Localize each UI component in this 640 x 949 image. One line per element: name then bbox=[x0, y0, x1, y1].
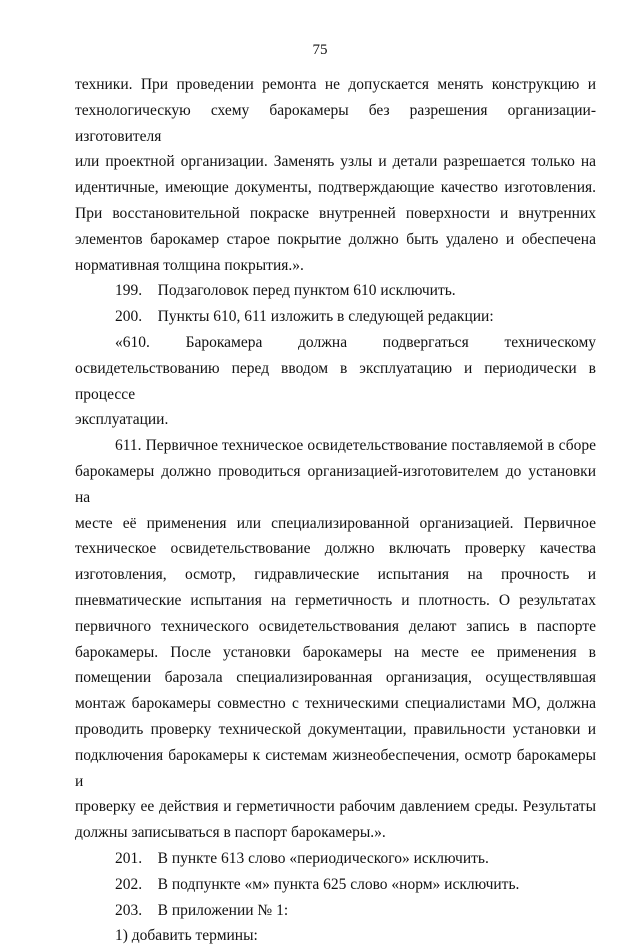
text-line: барокамеры. После установки барокамеры на месте ее применения в bbox=[75, 643, 596, 661]
text-line: элементов барокамер старое покрытие должно быть удалено и обеспечена bbox=[75, 230, 596, 248]
item-199: 199. Подзаголовок перед пунктом 610 исключить. bbox=[115, 282, 456, 300]
item-200: 200. Пункты 610, 611 изложить в следующей редакции: bbox=[115, 308, 494, 326]
text-line: монтаж барокамеры совместно с техническими специалистами МО, должна bbox=[75, 695, 596, 713]
text-line: должны записываться в паспорт барокамеры.». bbox=[75, 824, 386, 842]
item-201: 201. В пункте 613 слово «периодического» исключить. bbox=[115, 849, 489, 867]
text-line: техники. При проведении ремонта не допускается менять конструкцию и bbox=[75, 76, 596, 93]
text-line: помещении барозала специализированная организация, осуществлявшая bbox=[75, 669, 596, 687]
text-line: эксплуатации. bbox=[75, 411, 169, 429]
item-611-start: 611. Первичное техническое освидетельствование поставляемой в сборе bbox=[115, 437, 596, 455]
text-line: проверку ее действия и герметичности рабочим давлением среды. Результаты bbox=[75, 798, 596, 816]
item-202: 202. В подпункте «м» пункта 625 слово «норм» исключить. bbox=[115, 875, 520, 893]
item-203: 203. В приложении № 1: bbox=[115, 901, 289, 919]
document-body bbox=[75, 72, 596, 949]
text-line: нормативная толщина покрытия.». bbox=[75, 256, 304, 274]
text-line: подключения барокамеры к системам жизнеобеспечения, осмотр барокамеры и bbox=[75, 746, 596, 790]
text-line: идентичные, имеющие документы, подтверждающие качество изготовления. bbox=[75, 179, 596, 197]
text-line: первичного технического освидетельствования делают запись в паспорте bbox=[75, 617, 596, 635]
text-line: пневматические испытания на герметичность и плотность. О результатах bbox=[75, 591, 596, 609]
text-line: технологическую схему барокамеры без разрешения организации-изготовителя bbox=[75, 101, 596, 145]
text-line: освидетельствованию перед вводом в эксплуатацию и периодически в процессе bbox=[75, 359, 596, 403]
page-number: 75 bbox=[312, 42, 328, 58]
text-line: При восстановительной покраске внутренней поверхности и внутренних bbox=[75, 204, 596, 222]
text-line: барокамеры должно проводиться организацией-изготовителем до установки на bbox=[75, 462, 596, 506]
text-line: проводить проверку технической документации, правильности установки и bbox=[75, 720, 596, 738]
text-line: или проектной организации. Заменять узлы и детали разрешается только на bbox=[75, 153, 596, 171]
subitem-1: 1) добавить термины: bbox=[115, 927, 258, 945]
text-line: изготовления, осмотр, гидравлические испытания на прочность и bbox=[75, 566, 596, 584]
text-line: месте её применения или специализированной организацией. Первичное bbox=[75, 514, 596, 532]
text-line: техническое освидетельствование должно включать проверку качества bbox=[75, 540, 596, 558]
item-610-start: «610. Барокамера должна подвергаться техническому bbox=[115, 333, 596, 351]
